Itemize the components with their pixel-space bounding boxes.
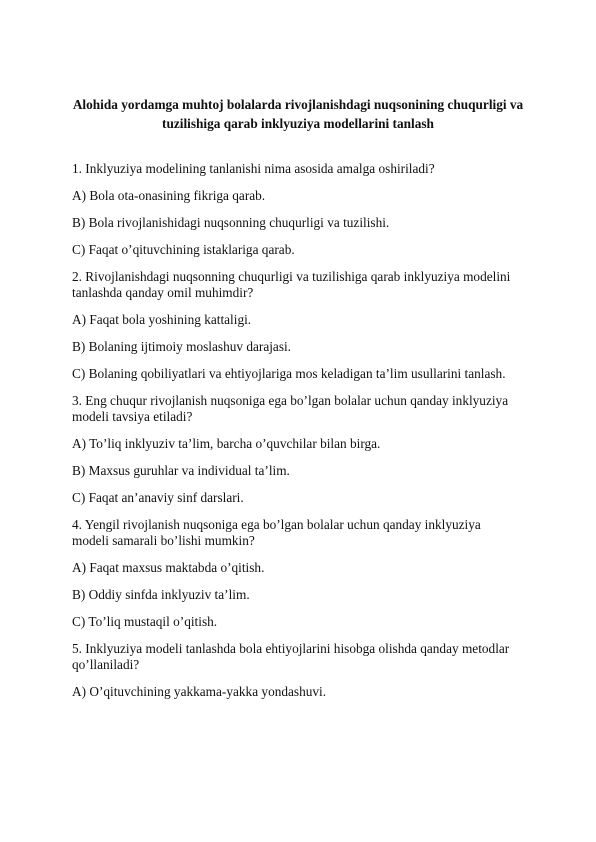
answer-1a: A) Bola ota-onasining fikriga qarab. (72, 188, 266, 203)
answer-4b: B) Oddiy sinfda inklyuziv ta’lim. (72, 587, 250, 602)
answer-3b: B) Maxsus guruhlar va individual ta’lim. (72, 463, 290, 478)
document-title: Alohida yordamga muhtoj bolalarda rivojlanishdagi nuqsonining chuqurligi va tuzilishiga qarab inklyuziya modellarini tanlash (72, 97, 524, 131)
answer-5a: A) O’qituvchining yakkama-yakka yondashuvi. (72, 684, 327, 699)
answer-2a: A) Faqat bola yoshining kattaligi. (72, 312, 252, 327)
answer-4a: A) Faqat maxsus maktabda o’qitish. (72, 560, 265, 575)
document-body (72, 161, 517, 711)
answer-1b: B) Bola rivojlanishidagi nuqsonning chuqurligi va tuzilishi. (72, 215, 390, 230)
question-4: 4. Yengil rivojlanish nuqsoniga ega bo’lgan bolalar uchun qanday inklyuziya modeli samarali bo’lishi mumkin? (72, 517, 481, 548)
answer-2b: B) Bolaning ijtimoiy moslashuv darajasi. (72, 339, 292, 354)
question-3: 3. Eng chuqur rivojlanish nuqsoniga ega bo’lgan bolalar uchun qanday inklyuziya modeli tavsiya etiladi? (72, 393, 509, 424)
question-2: 2. Rivojlanishdagi nuqsonning chuqurligi va tuzilishiga qarab inklyuziya modelini tanlashda qanday omil muhimdir? (72, 269, 511, 300)
question-1: 1. Inklyuziya modelining tanlanishi nima asosida amalga oshiriladi? (72, 161, 435, 176)
answer-4c: C) To’liq mustaqil o’qitish. (72, 614, 218, 629)
answer-1c: C) Faqat o’qituvchining istaklariga qarab. (72, 242, 295, 257)
answer-3a: A) To’liq inklyuziv ta’lim, barcha o’quvchilar bilan birga. (72, 436, 381, 451)
question-5: 5. Inklyuziya modeli tanlashda bola ehtiyojlarini hisobga olishda qanday metodlar qo’llaniladi? (72, 641, 510, 672)
answer-2c: C) Bolaning qobiliyatlari va ehtiyojlariga mos keladigan ta’lim usullarini tanlash. (72, 366, 506, 381)
answer-3c: C) Faqat an’anaviy sinf darslari. (72, 490, 244, 505)
